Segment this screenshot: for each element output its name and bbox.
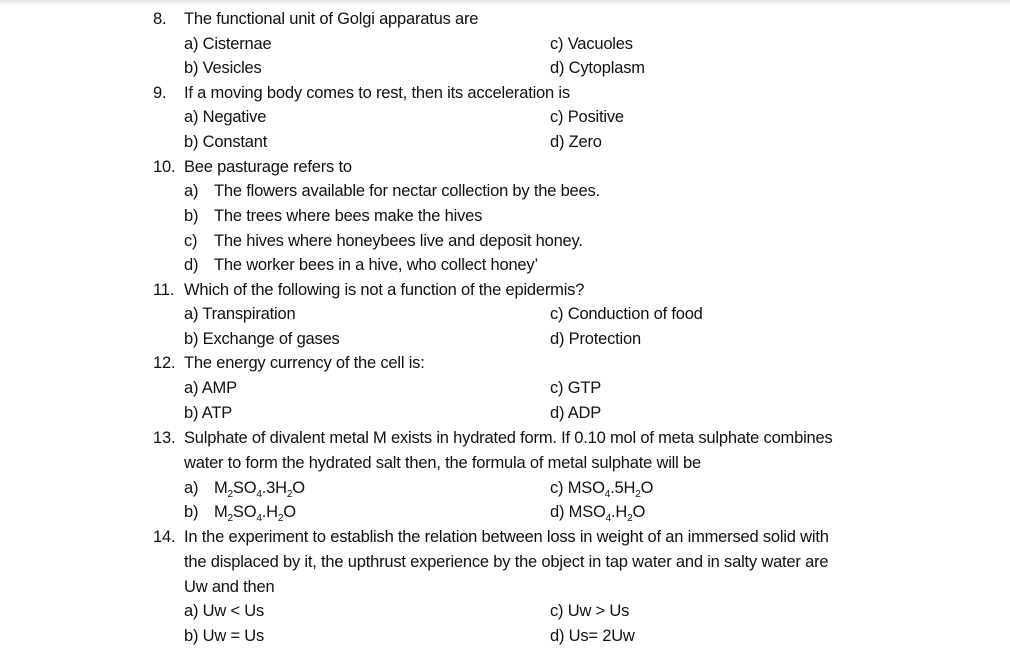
option-label: b) (184, 207, 199, 225)
question-number: 12. (153, 354, 176, 372)
option-a: a) Negative (184, 108, 267, 126)
question-text: Uw and then (184, 578, 275, 596)
option-a: a) Transpiration (184, 305, 296, 323)
formula-part: SO (232, 503, 257, 521)
formula-part: O (640, 479, 654, 497)
formula-subscript: 2 (627, 513, 633, 524)
question-text: Bee pasturage refers to (184, 158, 352, 176)
option-b: b) Vesicles (184, 59, 262, 77)
formula-subscript: 2 (277, 513, 284, 524)
formula-subscript: 4 (256, 513, 262, 524)
option-c-formula (550, 476, 653, 503)
option-c: c) GTP (550, 379, 602, 397)
formula-part: M (214, 479, 228, 497)
option-label: b) (184, 503, 199, 521)
option-d: d) Cytoplasm (550, 59, 645, 77)
formula-part: O (632, 503, 646, 521)
question-text: Which of the following is not a function of the epidermis? (184, 281, 585, 299)
option-b: b) ATP (184, 404, 233, 422)
option-a-formula (214, 476, 305, 503)
question-text: the displaced by it, the upthrust experience by the object in tap water and in salty water are (184, 553, 829, 571)
option-d: d) Us= 2Uw (550, 627, 635, 645)
option-a: a) Uw < Us (184, 602, 265, 620)
question-number: 11. (153, 281, 175, 299)
formula-subscript: 4 (256, 489, 262, 500)
question-number: 9. (153, 84, 167, 102)
question-number: 8. (153, 10, 167, 28)
formula-subscript: 2 (286, 489, 293, 500)
question-number: 10. (153, 158, 176, 176)
option-label: a) (184, 182, 199, 200)
option-a: a) AMP (184, 379, 237, 397)
question-text: The functional unit of Golgi apparatus are (184, 10, 479, 28)
formula-part: .3H (261, 479, 287, 497)
option-d: d) ADP (550, 404, 602, 422)
formula-subscript: 2 (227, 513, 233, 524)
option-d: d) Protection (550, 330, 641, 348)
option-label: a) (184, 479, 199, 497)
formula-part: .H (261, 503, 278, 521)
question-number: 13. (153, 429, 176, 447)
formula-subscript: 4 (604, 489, 611, 500)
formula-subscript: 2 (635, 489, 641, 500)
formula-part: O (283, 503, 296, 521)
question-text: water to form the hydrated salt then, the formula of metal sulphate will be (184, 454, 701, 472)
formula-part: .5H (610, 479, 636, 497)
question-text: The energy currency of the cell is: (184, 354, 425, 372)
option-b-formula (214, 500, 296, 527)
formula-part: SO (232, 479, 257, 497)
formula-part: MSO (568, 503, 606, 521)
option-b: b) Exchange of gases (184, 330, 340, 348)
option-b: b) Constant (184, 133, 268, 151)
option-text: The worker bees in a hive, who collect honey’ (214, 256, 538, 274)
formula-part: .H (611, 503, 628, 521)
option-d-formula (550, 500, 645, 527)
option-label: d) (184, 256, 199, 274)
formula-part: M (214, 503, 228, 521)
question-text: Sulphate of divalent metal M exists in hydrated form. If 0.10 mol of meta sulphate combines (184, 429, 833, 447)
option-text: The hives where honeybees live and deposit honey. (214, 232, 583, 250)
question-text: If a moving body comes to rest, then its acceleration is (184, 84, 570, 102)
option-label: c) (184, 232, 198, 250)
option-text: The flowers available for nectar collection by the bees. (214, 182, 600, 200)
option-a: a) Cisternae (184, 35, 272, 53)
formula-part: MSO (567, 479, 605, 497)
option-label: d) (550, 503, 565, 521)
formula-subscript: 2 (227, 489, 233, 500)
option-d: d) Zero (550, 133, 602, 151)
option-label: c) (550, 479, 564, 497)
formula-subscript: 4 (605, 513, 612, 524)
option-c: c) Positive (550, 108, 624, 126)
option-c: c) Vacuoles (550, 35, 633, 53)
option-c: c) Uw > Us (550, 602, 630, 620)
question-text: In the experiment to establish the relation between loss in weight of an immersed solid with (184, 528, 829, 546)
option-b: b) Uw = Us (184, 627, 265, 645)
option-text: The trees where bees make the hives (214, 207, 483, 225)
formula-part: O (292, 479, 305, 497)
question-number: 14. (153, 528, 176, 546)
option-c: c) Conduction of food (550, 305, 703, 323)
